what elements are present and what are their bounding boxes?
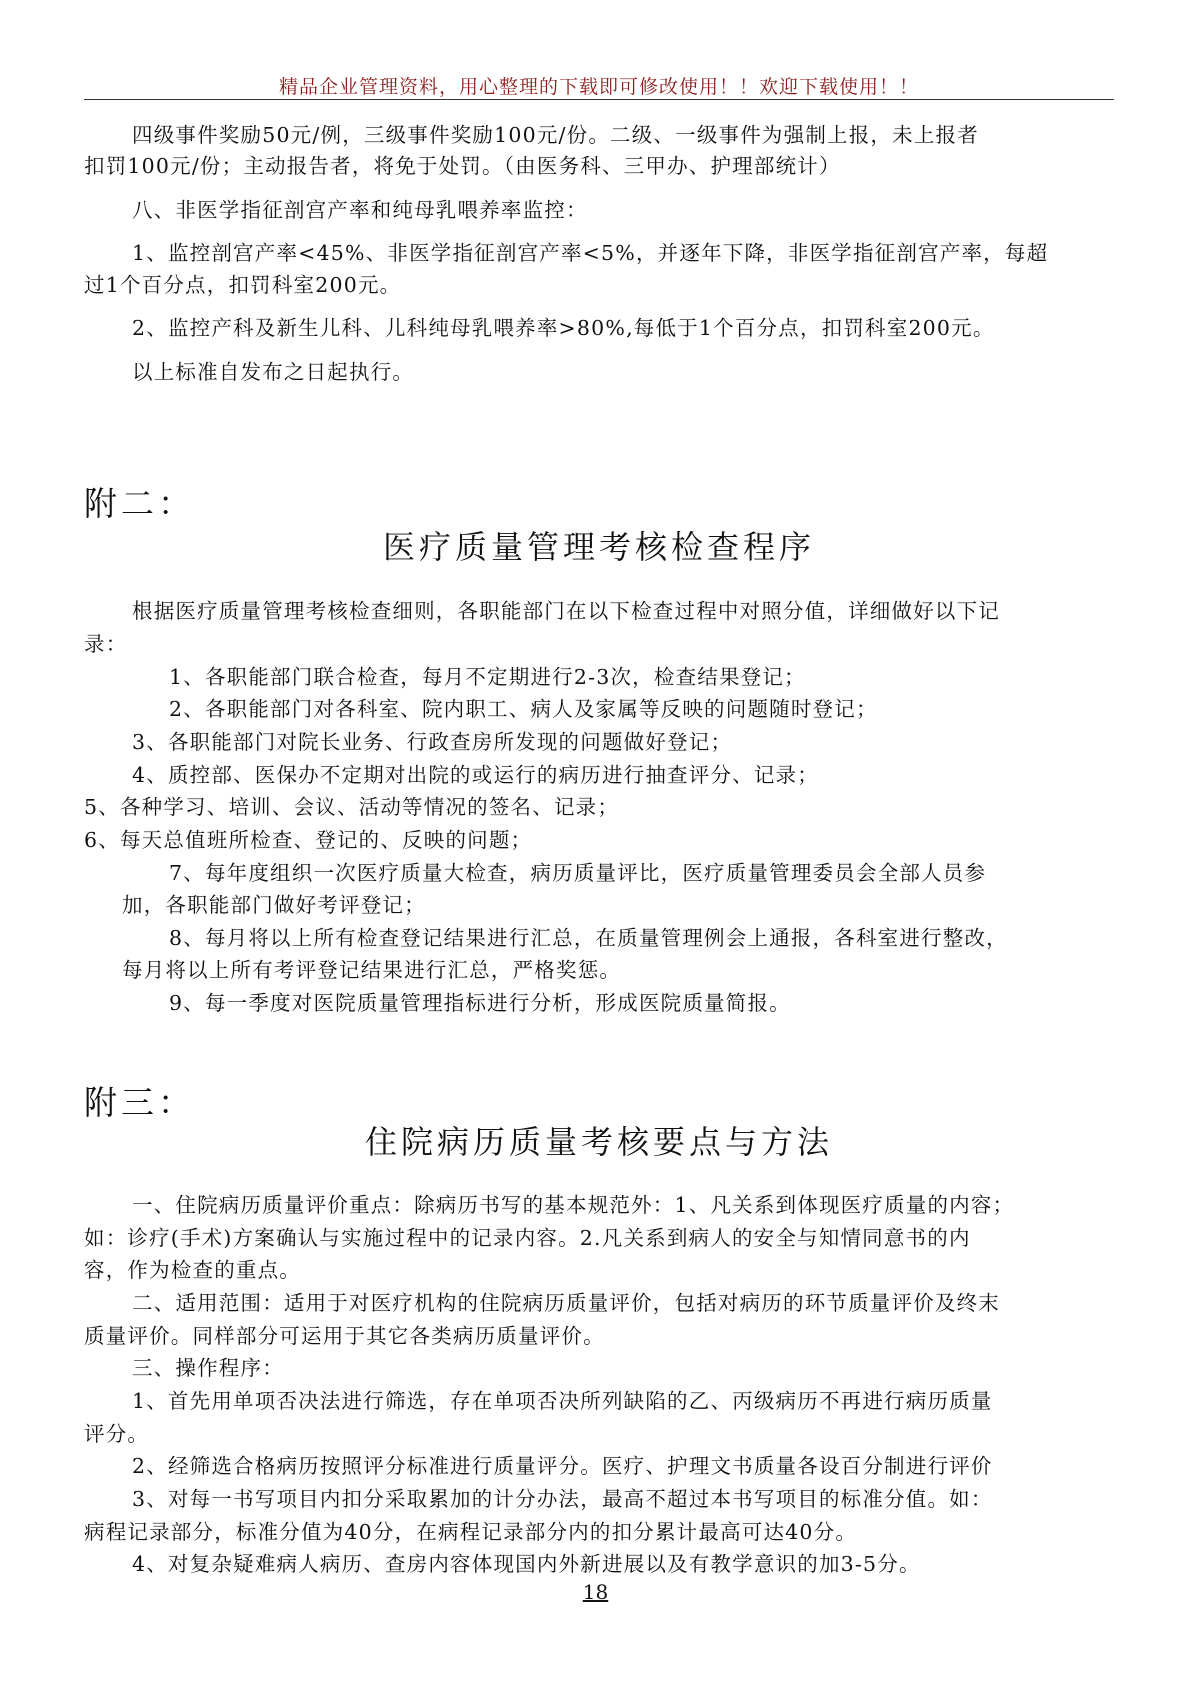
appendix-2-line: 4、质控部、医保办不定期对出院的或运行的病历进行抽查评分、记录；	[132, 763, 819, 787]
appendix-3-line: 1、首先用单项否决法进行筛选，存在单项否决所列缺陷的乙、丙级病历不再进行病历质量	[132, 1389, 993, 1413]
header-banner: 精品企业管理资料，用心整理的下载即可修改使用！！欢迎下载使用！！	[278, 76, 919, 98]
appendix-3-line: 病程记录部分，标准分值为40分，在病程记录部分内的扣分累计最高可达40分。	[84, 1520, 858, 1544]
appendix-2-label: 附二：	[84, 484, 195, 523]
appendix-3-line: 4、对复杂疑难病人病历、查房内容体现国内外新进展以及有教学意识的加3-5分。	[132, 1552, 921, 1576]
appendix-2-line: 录：	[84, 632, 128, 656]
intro-line-1: 四级事件奖励50元/例，三级事件奖励100元/份。二级、一级事件为强制上报，未上报者	[132, 123, 979, 147]
appendix-2-line: 加，各职能部门做好考评登记；	[122, 893, 426, 917]
page-number	[0, 1580, 1191, 1604]
appendix-2-line: 9、每一季度对医院质量管理指标进行分析，形成医院质量简报。	[169, 991, 791, 1015]
appendix-3-line: 评分。	[84, 1422, 150, 1446]
intro-line-5: 2、监控产科及新生儿科、儿科纯母乳喂养率>80%,每低于1个百分点，扣罚科室200元。	[132, 316, 995, 340]
appendix-2-line: 7、每年度组织一次医疗质量大检查，病历质量评比，医疗质量管理委员会全部人员参	[169, 861, 987, 885]
appendix-3-title: 住院病历质量考核要点与方法	[364, 1123, 833, 1161]
appendix-3-line: 质量评价。同样部分可运用于其它各类病历质量评价。	[84, 1324, 605, 1348]
intro-line-6: 以上标准自发布之日起执行。	[132, 360, 415, 384]
appendix-2-line: 5、各种学习、培训、会议、活动等情况的签名、记录；	[84, 795, 620, 819]
intro-line-4: 过1个百分点，扣罚科室200元。	[84, 273, 402, 297]
header-divider	[84, 99, 1114, 100]
appendix-2-line: 6、每天总值班所检查、登记的、反映的问题；	[84, 828, 533, 852]
appendix-3-line: 三、操作程序：	[132, 1356, 284, 1380]
intro-line-2: 扣罚100元/份；主动报告者，将免于处罚。（由医务科、三甲办、护理部统计）	[84, 154, 841, 178]
appendix-2-line: 1、各职能部门联合检查，每月不定期进行2-3次，检查结果登记；	[169, 665, 806, 689]
appendix-2-line: 8、每月将以上所有检查登记结果进行汇总，在质量管理例会上通报，各科室进行整改，	[169, 926, 1008, 950]
appendix-3-label: 附三：	[84, 1083, 195, 1122]
appendix-2-line: 3、各职能部门对院长业务、行政查房所发现的问题做好登记；	[132, 730, 733, 754]
appendix-3-line: 3、对每一书写项目内扣分采取累加的计分办法，最高不超过本书写项目的标准分值。如：	[132, 1487, 993, 1511]
intro-line-3: 1、监控剖宫产率<45%、非医学指征剖宫产率<5%，并逐年下降，非医学指征剖宫产率，每超	[132, 241, 1049, 265]
appendix-3-line: 如：诊疗(手术)方案确认与实施过程中的记录内容。2.凡关系到病人的安全与知情同意书的内	[84, 1226, 971, 1250]
appendix-2-line: 根据医疗质量管理考核检查细则，各职能部门在以下检查过程中对照分值，详细做好以下记	[132, 599, 1000, 623]
appendix-3-line: 2、经筛选合格病历按照评分标准进行质量评分。医疗、护理文书质量各设百分制进行评价	[132, 1454, 993, 1478]
appendix-2-line: 每月将以上所有考评登记结果进行汇总，严格奖惩。	[122, 958, 622, 982]
appendix-2-line: 2、各职能部门对各科室、院内职工、病人及家属等反映的问题随时登记；	[169, 697, 878, 721]
intro-heading-8: 八、非医学指征剖宫产率和纯母乳喂养率监控：	[132, 198, 588, 222]
appendix-3-line: 二、适用范围：适用于对医疗机构的住院病历质量评价，包括对病历的环节质量评价及终末	[132, 1291, 1000, 1315]
page-number-text: 18	[582, 1580, 609, 1604]
appendix-3-line: 容，作为检查的重点。	[84, 1258, 301, 1282]
appendix-2-title: 医疗质量管理考核检查程序	[382, 528, 815, 566]
appendix-3-line: 一、住院病历质量评价重点：除病历书写的基本规范外：1、凡关系到体现医疗质量的内容；	[132, 1193, 1015, 1217]
